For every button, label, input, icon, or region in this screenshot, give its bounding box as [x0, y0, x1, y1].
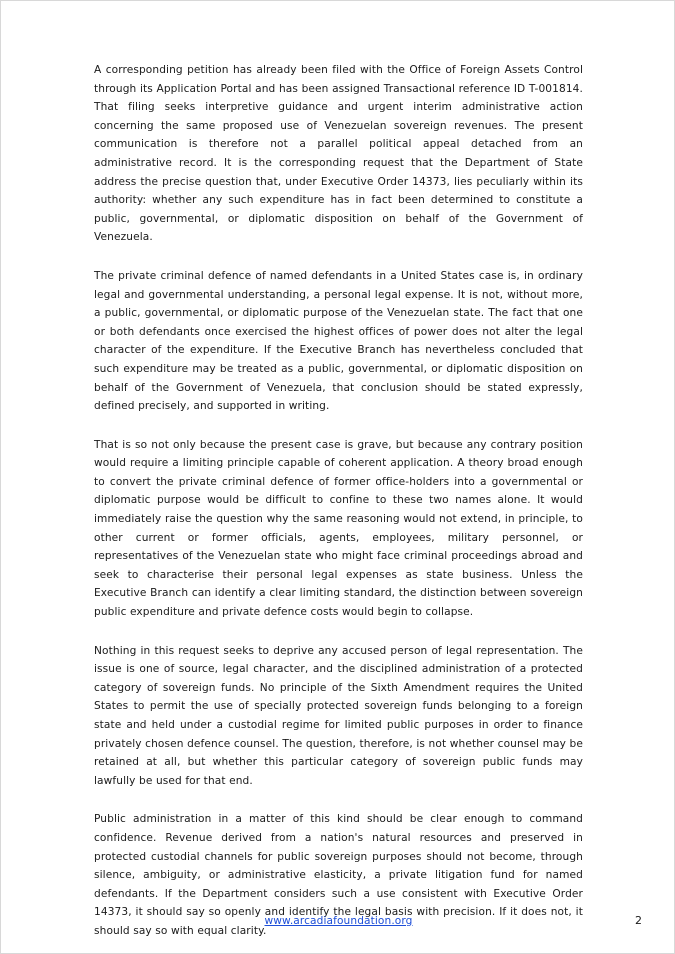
paragraph: The private criminal defence of named defendants in a United States case is, in ordinary legal and governmental understanding, a personal legal expense. It is not, without more, a public, governmental, or diplomatic purpose of the Venezuelan state. The fact that one or both defendants once exercised the highest offices of power does not alter the legal character of the expenditure. If the Executive Branch has nevertheless concluded that such expenditure may be treated as a public, governmental, or diplomatic disposition on behalf of the Government of Venezuela, that conclusion should be stated expressly, defined precisely, and supported in writing. [94, 269, 583, 413]
paragraph: Nothing in this request seeks to deprive any accused person of legal representation. The issue is one of source, legal character, and the disciplined administration of a protected category of sovereign funds. No principle of the Sixth Amendment requires the United States to permit the use of specially protected sovereign funds belonging to a foreign state and held under a custodial regime for limited public purposes in order to finance privately chosen defence counsel. The question, therefore, is not whether counsel may be retained at all, but whether this particular category of sovereign public funds may lawfully be used for that end. [94, 644, 583, 787]
paragraph: Public administration in a matter of this kind should be clear enough to command confidence. Revenue derived from a nation's natural resources and preserved in protected custodial channels for public sovereign purposes should not become, through silence, ambiguity, or administrative elasticity, a private litigation fund for named defendants. If the Department considers such a use consistent with Executive Order 14373, it should say so openly and identify the legal basis with precision. If it does not, it should say so with equal clarity. [94, 813, 583, 937]
paragraph: A corresponding petition has already been filed with the Office of Foreign Assets Control through its Application Portal and has been assigned Transactional reference ID T-001814. That filing seeks interpretive guidance and urgent interim administrative action concerning the same proposed use of Venezuelan sovereign revenues. The present communication is therefore not a parallel political appeal detached from an administrative record. It is the corresponding request that the Department of State address the precise question that, under Executive Order 14373, lies peculiarly within its authority: whether any such expenditure has in fact been determined to constitute a public, governmental, or diplomatic disposition on behalf of the Government of Venezuela. [94, 64, 583, 244]
paragraph: That is so not only because the present case is grave, but because any contrary position would require a limiting principle capable of coherent application. A theory broad enough to convert the private criminal defence of former office-holders into a governmental or diplomatic purpose would be difficult to confine to these two names alone. It would immediately raise the question why the same reasoning would not extend, in principle, to other current or former officials, agents, employees, military personnel, or representatives of the Venezuelan state who might face criminal proceedings abroad and seek to characterise their personal legal expenses as state business. Unless the Executive Branch can identify a clear limiting standard, the distinction between sovereign public expenditure and private defence costs would begin to collapse. [94, 438, 583, 619]
footer-website-link[interactable]: www.arcadiafoundation.org [264, 915, 413, 927]
document-body [94, 61, 583, 941]
page-number: 2 [635, 914, 642, 927]
footer [1, 909, 675, 928]
